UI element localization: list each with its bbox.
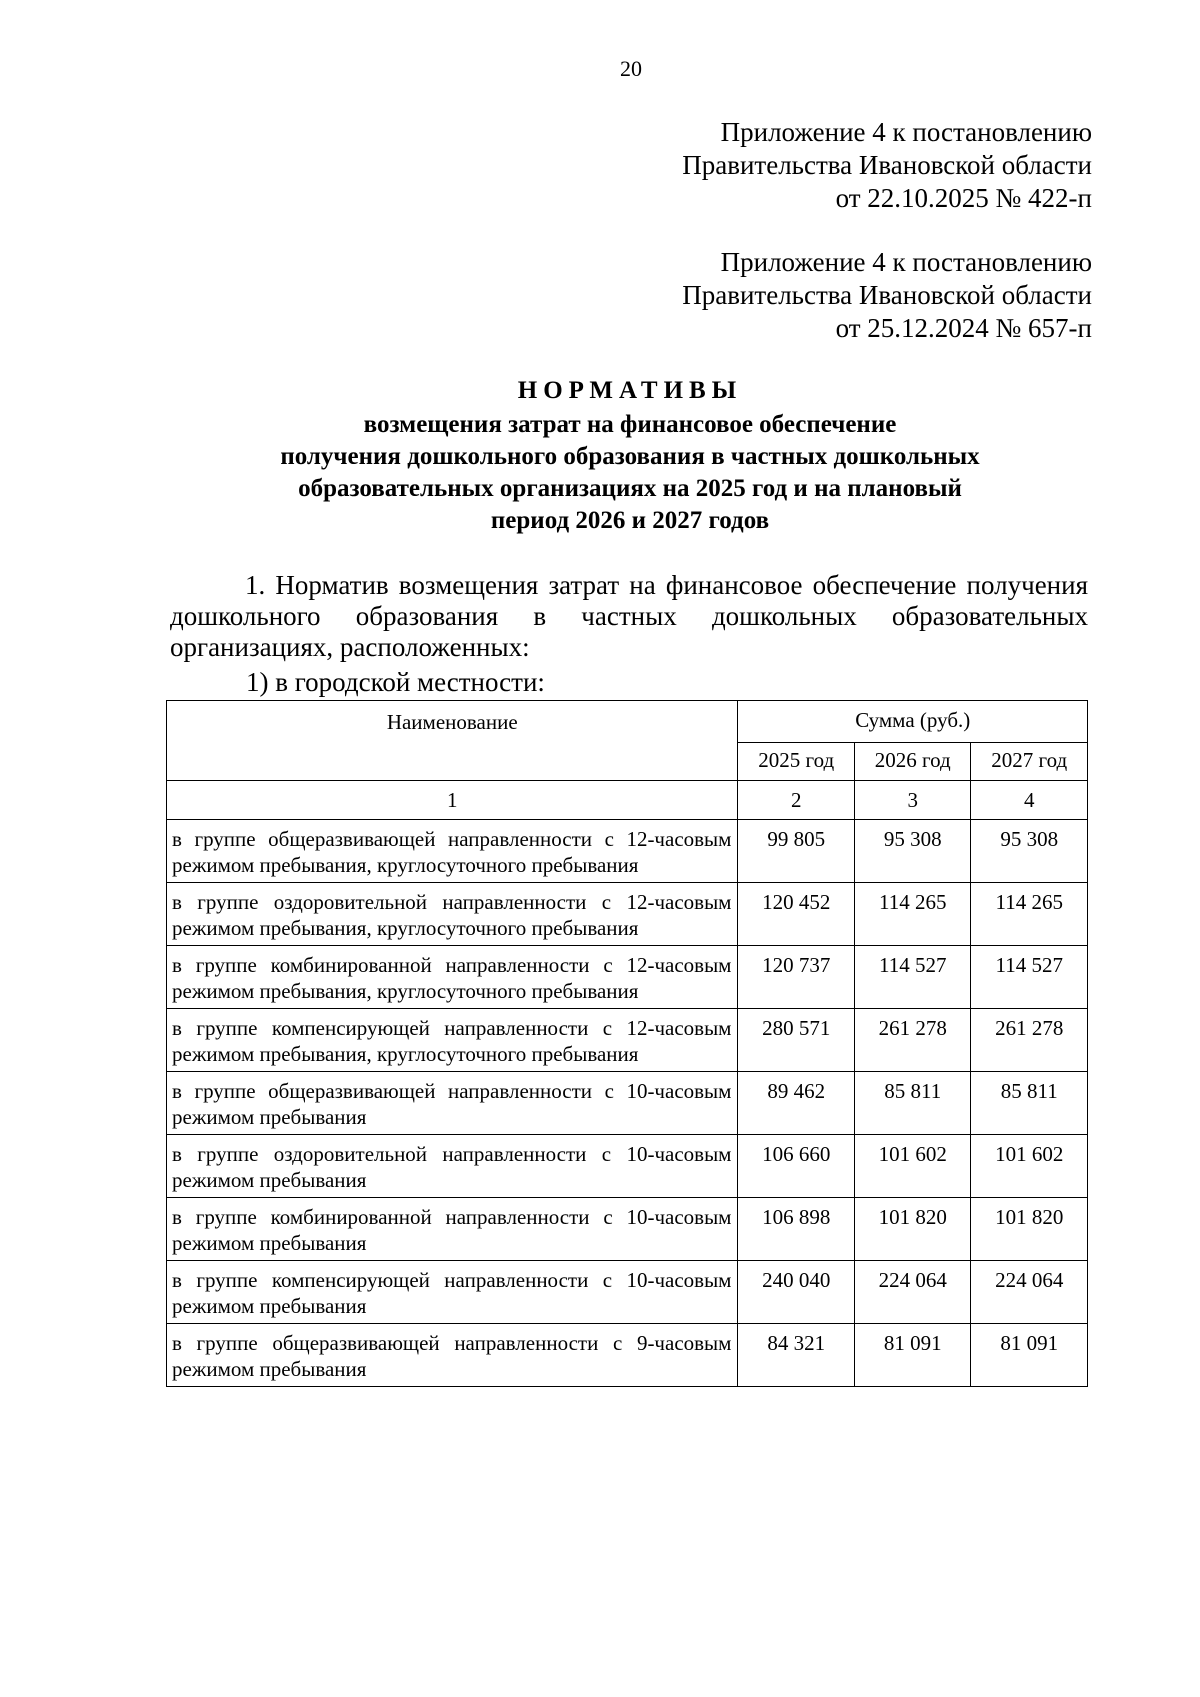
appendix-block-original — [682, 246, 1092, 345]
row-name: в группе комбинированной направленности с 12-часовым режимом пребывания, круглосуточного пребывания — [167, 946, 738, 1009]
header-year: 2026 год — [854, 743, 971, 781]
value-2026: 85 811 — [854, 1072, 971, 1135]
header-name: Наименование — [167, 701, 738, 781]
value-2027: 261 278 — [971, 1009, 1088, 1072]
row-name: в группе компенсирующей направленности с 10-часовым режимом пребывания — [167, 1261, 738, 1324]
value-2025: 120 737 — [738, 946, 855, 1009]
column-number: 1 — [167, 781, 738, 820]
table-row — [167, 946, 1088, 1009]
page-number: 20 — [620, 56, 642, 81]
row-name: в группе комбинированной направленности с 10-часовым режимом пребывания — [167, 1198, 738, 1261]
title-line: период 2026 и 2027 годов — [490, 507, 770, 534]
table-row — [167, 1261, 1088, 1324]
header-year: 2025 год — [738, 743, 855, 781]
value-2027: 224 064 — [971, 1261, 1088, 1324]
appendix-block-current — [682, 116, 1092, 215]
table-row — [167, 883, 1088, 946]
title-line: образовательных организациях на 2025 год и на плановый — [298, 475, 962, 502]
appendix-line: Приложение 4 к постановлению — [720, 247, 1092, 277]
paragraph-1: 1. Норматив возмещения затрат на финансовое обеспечение получения дошкольного образования в частных дошкольных образовательных организациях, расположенных: — [170, 570, 1088, 662]
table-row — [167, 1072, 1088, 1135]
norms-table — [166, 700, 1088, 1387]
table-row — [167, 1009, 1088, 1072]
value-2027: 95 308 — [971, 820, 1088, 883]
column-number: 4 — [971, 781, 1088, 820]
row-name: в группе общеразвивающей направленности с 12-часовым режимом пребывания, круглосуточного пребывания — [167, 820, 738, 883]
table-row — [167, 1198, 1088, 1261]
value-2026: 114 527 — [854, 946, 971, 1009]
column-number: 2 — [738, 781, 855, 820]
value-2025: 280 571 — [738, 1009, 855, 1072]
value-2026: 101 820 — [854, 1198, 971, 1261]
value-2026: 114 265 — [854, 883, 971, 946]
value-2026: 261 278 — [854, 1009, 971, 1072]
table-column-numbers-row — [167, 781, 1088, 820]
value-2025: 84 321 — [738, 1324, 855, 1387]
header-year: 2027 год — [971, 743, 1088, 781]
title-line: получения дошкольного образования в частных дошкольных — [280, 443, 980, 470]
row-name: в группе оздоровительной направленности с 10-часовым режимом пребывания — [167, 1135, 738, 1198]
value-2026: 95 308 — [854, 820, 971, 883]
appendix-date-line: от 22.10.2025 № 422-п — [835, 183, 1092, 213]
appendix-line: Правительства Ивановской области — [682, 150, 1092, 180]
value-2027: 85 811 — [971, 1072, 1088, 1135]
document-title — [150, 375, 1110, 537]
value-2025: 240 040 — [738, 1261, 855, 1324]
value-2026: 224 064 — [854, 1261, 971, 1324]
appendix-line: Правительства Ивановской области — [682, 280, 1092, 310]
table-row — [167, 1324, 1088, 1387]
appendix-line: Приложение 4 к постановлению — [720, 117, 1092, 147]
value-2025: 120 452 — [738, 883, 855, 946]
title-heading: НОРМАТИВЫ — [517, 377, 743, 404]
table-row — [167, 820, 1088, 883]
table-header-row — [167, 701, 1088, 743]
table-row — [167, 1135, 1088, 1198]
header-sum: Сумма (руб.) — [738, 701, 1088, 743]
value-2027: 101 820 — [971, 1198, 1088, 1261]
value-2025: 89 462 — [738, 1072, 855, 1135]
value-2025: 106 660 — [738, 1135, 855, 1198]
column-number: 3 — [854, 781, 971, 820]
row-name: в группе общеразвивающей направленности с 10-часовым режимом пребывания — [167, 1072, 738, 1135]
value-2027: 81 091 — [971, 1324, 1088, 1387]
subitem-urban: 1) в городской местности: — [246, 667, 545, 697]
value-2026: 81 091 — [854, 1324, 971, 1387]
value-2025: 99 805 — [738, 820, 855, 883]
value-2027: 114 527 — [971, 946, 1088, 1009]
value-2025: 106 898 — [738, 1198, 855, 1261]
title-line: возмещения затрат на финансовое обеспечение — [363, 411, 897, 438]
row-name: в группе общеразвивающей направленности с 9-часовым режимом пребывания — [167, 1324, 738, 1387]
value-2026: 101 602 — [854, 1135, 971, 1198]
value-2027: 101 602 — [971, 1135, 1088, 1198]
appendix-date-line: от 25.12.2024 № 657-п — [835, 313, 1092, 343]
row-name: в группе компенсирующей направленности с 12-часовым режимом пребывания, круглосуточного пребывания — [167, 1009, 738, 1072]
value-2027: 114 265 — [971, 883, 1088, 946]
row-name: в группе оздоровительной направленности с 12-часовым режимом пребывания, круглосуточного пребывания — [167, 883, 738, 946]
